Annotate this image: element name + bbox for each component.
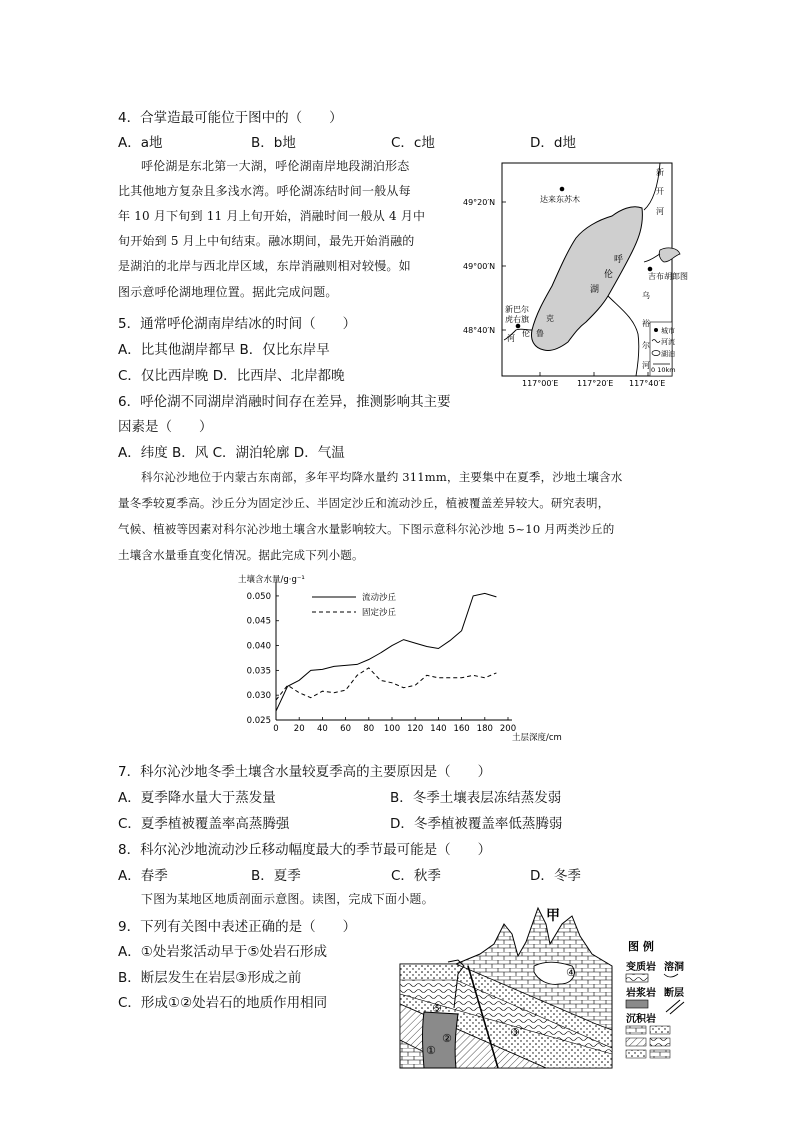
river-label-wuerxun-1: 乌 bbox=[642, 291, 650, 300]
legend-lake: 湖泊 bbox=[661, 350, 675, 358]
passage1-line-4: 旬开始到 5 月上中旬结束。融冰期间，最先开始消融的 bbox=[118, 234, 415, 248]
q7-stem: 7．科尔沁沙地冬季土壤含水量较夏季高的主要原因是（ ） bbox=[118, 764, 492, 780]
q9-stem: 9．下列有关图中表述正确的是（ ） bbox=[118, 919, 357, 935]
label-n1: ① bbox=[426, 1044, 436, 1057]
q8-option-b[interactable]: B．夏季 bbox=[251, 868, 301, 884]
y-tick-label: 0.045 bbox=[246, 616, 271, 627]
q8-option-a[interactable]: A．春季 bbox=[118, 868, 168, 884]
legend-city: 城市 bbox=[661, 327, 675, 335]
legend-city-icon bbox=[654, 328, 658, 332]
river-label-wuerxun-2: 裕 bbox=[642, 319, 650, 328]
geologic-section bbox=[396, 904, 704, 1072]
magma-intrusion bbox=[423, 1012, 459, 1068]
q9-option-a[interactable]: A．①处岩浆活动早于⑤处岩石形成 bbox=[118, 944, 327, 960]
lake-char-1: 呼 bbox=[614, 255, 624, 265]
legend-cave: 溶洞 bbox=[664, 962, 684, 973]
q4-option-a[interactable]: A．a地 bbox=[118, 135, 163, 151]
q9-option-b[interactable]: B．断层发生在岩层③形成之前 bbox=[118, 970, 302, 986]
legend-label-mobile: 流动沙丘 bbox=[362, 593, 397, 603]
label-n5: ⑤ bbox=[432, 1002, 442, 1015]
river-label-xinkai-3: 河 bbox=[656, 207, 664, 216]
x-tick-label: 80 bbox=[363, 724, 375, 734]
q8-stem: 8．科尔沁沙地流动沙丘移动幅度最大的季节最可能是（ ） bbox=[118, 842, 492, 858]
q4-option-d[interactable]: D．d地 bbox=[530, 135, 576, 151]
passage1-line-3: 年 10 月下旬到 11 月上旬开始，消融时间一般从 4 月中 bbox=[118, 209, 426, 223]
label-n4: ④ bbox=[566, 966, 576, 979]
passage2-line-1: 科尔沁沙地位于内蒙古东南部，多年平均降水量约 311mm，主要集中在夏季，沙地土壤含水 bbox=[141, 470, 623, 484]
passage1-line-2: 比其他地方复杂且多浅水湾。呼伦湖冻结时间一般从每 bbox=[118, 184, 411, 198]
passage1-line-6: 图示意呼伦湖地理位置。据此完成问题。 bbox=[118, 285, 338, 299]
lake-char-2: 伦 bbox=[604, 270, 614, 280]
city-marker-xinbaerhu bbox=[516, 324, 521, 329]
lake-char-3: 湖 bbox=[590, 285, 600, 295]
label-jia: 甲 bbox=[546, 908, 560, 924]
legend-cave-swatch bbox=[664, 974, 678, 977]
legend-label-fixed: 固定沙丘 bbox=[362, 608, 397, 618]
legend-sed-3 bbox=[626, 1038, 646, 1046]
legend-sed-5 bbox=[626, 1050, 646, 1058]
x-tick-label: 60 bbox=[340, 724, 352, 734]
q9-option-c[interactable]: C．形成①②处岩石的地质作用相同 bbox=[118, 995, 328, 1011]
city-label-xinbaerhu-1: 新巴尔 bbox=[505, 305, 529, 314]
city-label-dalaidongsumu: 达来东苏木 bbox=[540, 195, 580, 204]
q6-stem-1: 6．呼伦湖不同湖岸消融时间存在差异，推测影响其主要 bbox=[118, 394, 451, 410]
legend-fault: 断层 bbox=[664, 988, 684, 999]
q7-option-a[interactable]: A．夏季降水量大于蒸发量 bbox=[118, 790, 276, 806]
q8-option-d[interactable]: D．冬季 bbox=[530, 868, 581, 884]
series-line-fixed-dune bbox=[276, 668, 496, 700]
x-tick-label: 20 bbox=[293, 724, 305, 734]
x-tick-label: 100 bbox=[383, 724, 401, 734]
city-label-jibuhulangtu: 吉布胡郎图 bbox=[648, 272, 688, 281]
lon-label-2: 117°20′E bbox=[577, 379, 614, 388]
x-tick-label: 180 bbox=[476, 724, 493, 734]
legend-sed-2 bbox=[650, 1026, 670, 1034]
q7-option-b[interactable]: B．冬季土壤表层冻结蒸发弱 bbox=[390, 790, 562, 806]
lat-label-3: 48°40′N bbox=[463, 326, 496, 335]
river-label-xinkai-1: 新 bbox=[656, 168, 664, 177]
legend-fault-swatch bbox=[666, 1000, 684, 1014]
x-tick-label: 200 bbox=[499, 724, 517, 734]
q5-stem: 5．通常呼伦湖南岸结冰的时间（ ） bbox=[118, 316, 357, 332]
city-marker-dalaidongsumu bbox=[560, 187, 565, 192]
y-tick-label: 0.040 bbox=[246, 641, 271, 652]
x-tick-label: 160 bbox=[453, 724, 470, 734]
legend-magma-swatch bbox=[626, 1000, 648, 1008]
legend-scale: 0 10km bbox=[651, 366, 676, 374]
q4-stem: 4．合掌造最可能位于图中的（ ） bbox=[118, 110, 343, 126]
q4-option-b[interactable]: B．b地 bbox=[251, 135, 296, 151]
q4-option-c[interactable]: C．c地 bbox=[391, 135, 435, 151]
small-lake bbox=[659, 248, 680, 262]
y-tick-label: 0.025 bbox=[246, 716, 271, 726]
river-label-xinkai-2: 开 bbox=[656, 187, 664, 196]
lat-label-1: 49°20′N bbox=[463, 198, 496, 207]
legend-sed-4 bbox=[650, 1038, 670, 1046]
passage2-line-3: 气候、植被等因素对科尔沁沙地土壤含水量影响较大。下图示意科尔沁沙地 5~10 月两类沙丘的 bbox=[118, 522, 615, 536]
q5-options-cd[interactable]: C．仅比西岸晚 D．比西岸、北岸都晚 bbox=[118, 368, 345, 384]
passage1-line-1: 呼伦湖是东北第一大湖，呼伦湖南岸地段湖泊形态 bbox=[141, 159, 410, 173]
river-label-kelulun-3: 伦 bbox=[522, 329, 530, 338]
label-n2: ② bbox=[442, 1032, 452, 1045]
river-label-kelulun-2: 鲁 bbox=[536, 329, 544, 338]
q7-option-d[interactable]: D．冬季植被覆盖率低蒸腾弱 bbox=[390, 816, 563, 832]
q6-stem-2: 因素是（ ） bbox=[118, 419, 213, 435]
chart-ylabel: 土壤含水量/g·g⁻¹ bbox=[238, 575, 305, 585]
x-tick-label: 0 bbox=[273, 724, 279, 734]
legend-sed-6 bbox=[650, 1050, 670, 1058]
q8-option-c[interactable]: C．秋季 bbox=[391, 868, 441, 884]
x-tick-label: 140 bbox=[430, 724, 447, 734]
legend-magma: 岩浆岩 bbox=[626, 988, 656, 999]
label-n3: ③ bbox=[510, 1026, 520, 1039]
river-label-kelulun-1: 克 bbox=[546, 314, 554, 323]
soil-moisture-chart bbox=[228, 572, 588, 748]
x-tick-label: 40 bbox=[316, 724, 328, 734]
q7-option-c[interactable]: C．夏季植被覆盖率高蒸腾强 bbox=[118, 816, 290, 832]
river-label-kelulun-4: 河 bbox=[507, 334, 515, 343]
y-tick-label: 0.035 bbox=[246, 666, 271, 677]
river-label-wuerxun-4: 河 bbox=[642, 361, 650, 370]
lon-label-3: 117°40′E bbox=[629, 379, 666, 388]
lon-label-1: 117°00′E bbox=[522, 379, 559, 388]
y-tick-label: 0.050 bbox=[246, 591, 271, 602]
legend-metamorphic-swatch bbox=[626, 974, 648, 982]
city-label-xinbaerhu-2: 虎右旗 bbox=[505, 315, 529, 324]
hulun-lake-map bbox=[460, 158, 688, 390]
legend-river: 河流 bbox=[661, 338, 675, 346]
river-label-wuerxun-3: 尔 bbox=[642, 341, 650, 350]
city-marker-jibuhulangtu bbox=[648, 267, 653, 272]
q6-options[interactable]: A．纬度 B．风 C．湖泊轮廓 D．气温 bbox=[118, 445, 345, 461]
legend-lake-icon bbox=[652, 351, 660, 356]
passage3-line: 下图为某地区地质剖面示意图。读图，完成下面小题。 bbox=[141, 892, 434, 906]
chart-xlabel: 土层深度/cm bbox=[512, 733, 562, 743]
y-tick-label: 0.030 bbox=[246, 691, 271, 702]
passage1-line-5: 是湖泊的北岸与西北岸区域，东岸消融则相对较慢。如 bbox=[118, 259, 411, 273]
geo-legend-title: 图 例 bbox=[628, 940, 654, 953]
q5-options-ab[interactable]: A．比其他湖岸都早 B．仅比东岸早 bbox=[118, 342, 330, 358]
passage2-line-2: 量冬季较夏季高。沙丘分为固定沙丘、半固定沙丘和流动沙丘，植被覆盖差异较大。研究表明， bbox=[118, 496, 610, 510]
legend-sed-1 bbox=[626, 1026, 646, 1034]
x-tick-label: 120 bbox=[407, 724, 424, 734]
legend-sedimentary: 沉积岩 bbox=[626, 1014, 656, 1025]
lat-label-2: 49°00′N bbox=[463, 262, 496, 271]
legend-metamorphic: 变质岩 bbox=[626, 962, 656, 973]
passage2-line-4: 土壤含水量垂直变化情况。据此完成下列小题。 bbox=[118, 548, 364, 562]
